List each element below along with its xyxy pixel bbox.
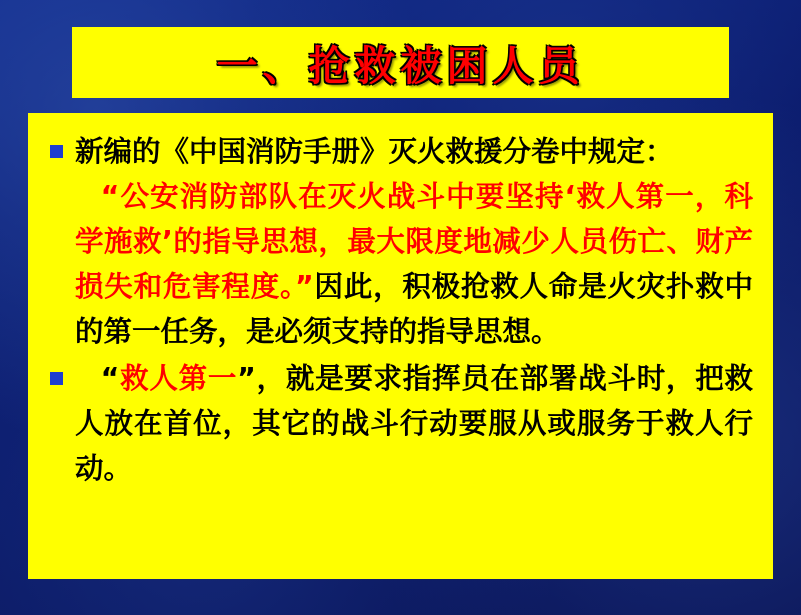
bullet-paragraph-1 [75, 129, 753, 354]
title-banner [72, 27, 729, 98]
bullet-1-segment-3: 因此，积极抢救人命是火灾扑救中的第一任务，是必须支持的指导思想。 [75, 270, 753, 348]
bullet-1-segment-2: “公安消防部队在灭火战斗中要坚持‘救人第一，科学施救’的指导思想，最大限度地减少人员伤亡、财产损失和危害程度。” [75, 180, 753, 303]
bullet-square-icon [50, 372, 63, 385]
bullet-paragraph-2 [75, 356, 753, 491]
bullet-2-segment-1: “ [100, 362, 120, 395]
bullet-square-icon [50, 145, 63, 158]
content-panel [28, 113, 773, 579]
bullet-2-segment-2: 救人第一 [119, 362, 238, 395]
page-title: 一、抢救被困人员 [216, 42, 585, 90]
list-item [42, 356, 753, 491]
list-item [42, 129, 753, 354]
bullet-1-segment-1: 新编的《中国消防手册》灭火救援分卷中规定： [75, 135, 674, 168]
bullet-2-segment-3: ”，就是要求指挥员在部署战斗时，把救人放在首位，其它的战斗行动要服从或服务于救人行动。 [75, 362, 753, 485]
